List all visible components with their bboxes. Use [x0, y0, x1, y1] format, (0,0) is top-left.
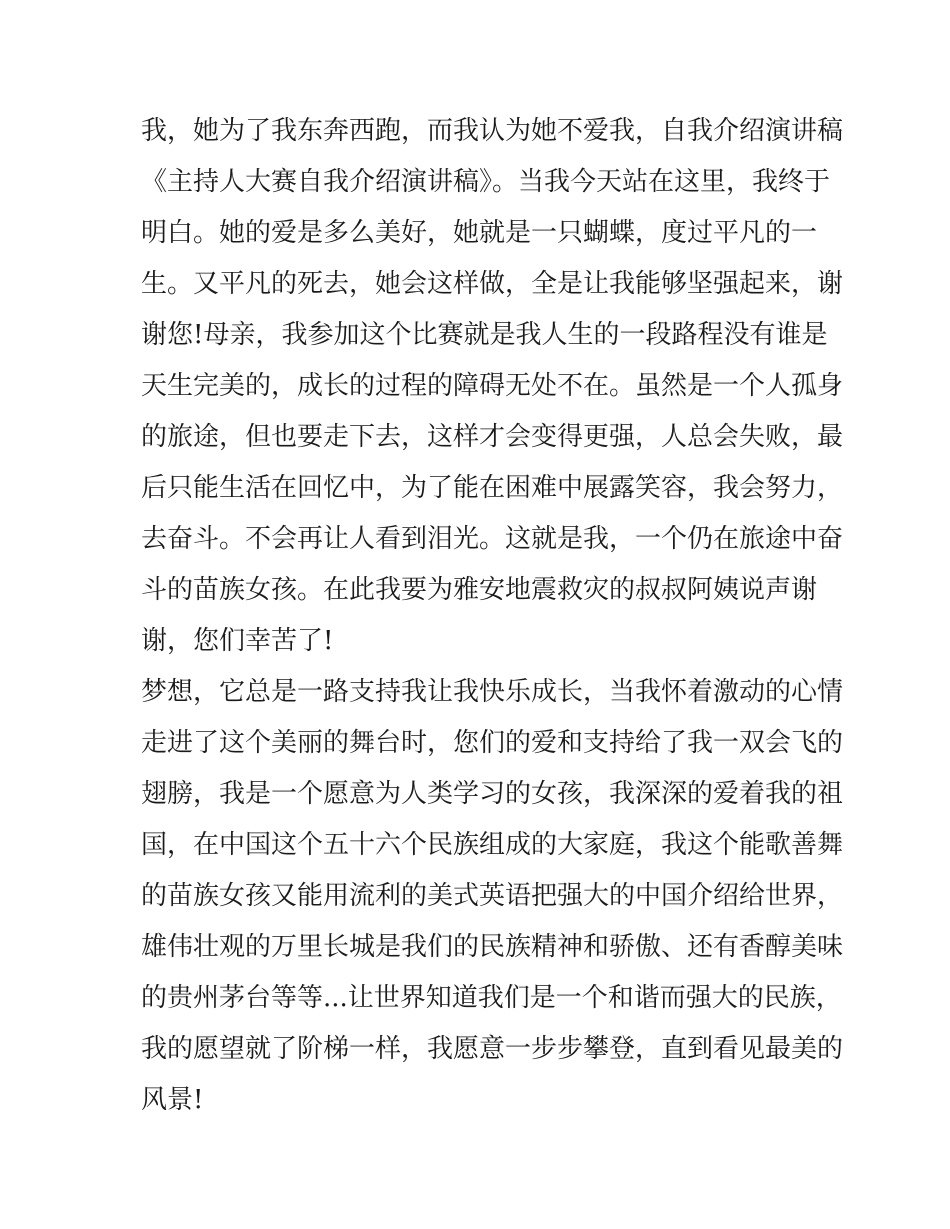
text-line: 后只能生活在回忆中，为了能在困难中展露笑容，我会努力，	[141, 473, 844, 503]
text-line: 谢您!母亲，我参加这个比赛就是我人生的一段路程没有谁是	[141, 320, 828, 350]
text-line: 的苗族女孩又能用流利的美式英语把强大的中国介绍给世界，	[141, 881, 844, 911]
text-line: 去奋斗。不会再让人看到泪光。这就是我，一个仍在旅途中奋	[141, 524, 844, 554]
text-line: 的贵州茅台等等...让世界知道我们是一个和谐而强大的民族，	[141, 983, 842, 1013]
text-line: 梦想，它总是一路支持我让我快乐成长，当我怀着激动的心情	[141, 677, 844, 707]
text-line: 谢，您们幸苦了!	[141, 626, 334, 656]
text-line: 风景!	[141, 1085, 204, 1115]
text-line: 国，在中国这个五十六个民族组成的大家庭，我这个能歌善舞	[141, 830, 844, 860]
text-line: 走进了这个美丽的舞台时，您们的爱和支持给了我一双会飞的	[141, 728, 844, 758]
text-line: 《主持人大赛自我介绍演讲稿》。当我今天站在这里，我终于	[141, 167, 831, 197]
text-line: 斗的苗族女孩。在此我要为雅安地震救灾的叔叔阿姨说声谢	[141, 575, 818, 605]
text-line: 生。又平凡的死去，她会这样做，全是让我能够坚强起来，谢	[141, 269, 844, 299]
text-line: 雄伟壮观的万里长城是我们的民族精神和骄傲、还有香醇美味	[141, 932, 844, 962]
text-line: 我，她为了我东奔西跑，而我认为她不爱我，自我介绍演讲稿	[141, 116, 844, 146]
body-text	[141, 106, 844, 1126]
text-line: 明白。她的爱是多么美好，她就是一只蝴蝶，度过平凡的一	[141, 218, 818, 248]
text-line: 的旅途，但也要走下去，这样才会变得更强，人总会失败，最	[141, 422, 844, 452]
text-line: 天生完美的，成长的过程的障碍无处不在。虽然是一个人孤身	[141, 371, 844, 401]
text-line: 我的愿望就了阶梯一样，我愿意一步步攀登，直到看见最美的	[141, 1034, 844, 1064]
text-line: 翅膀，我是一个愿意为人类学习的女孩，我深深的爱着我的祖	[141, 779, 844, 809]
